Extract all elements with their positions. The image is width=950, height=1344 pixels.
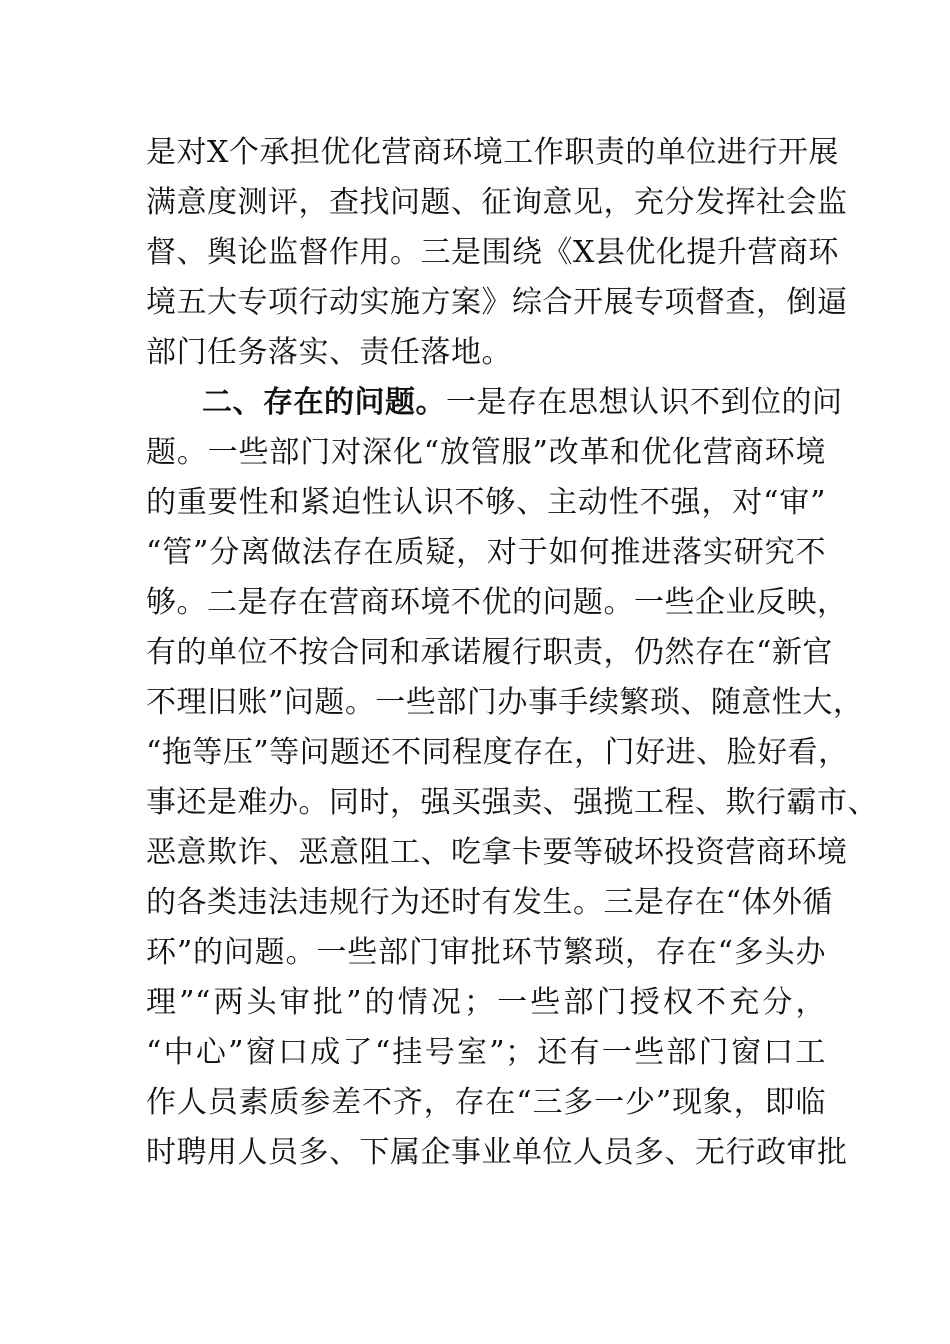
text-line: 题。一些部门对深化“放管服”改革和优化营商环境 (146, 435, 826, 470)
text-line: 够。二是存在营商环境不优的问题。一些企业反映， (146, 585, 848, 620)
section-heading-line (146, 378, 843, 428)
document-body (146, 128, 878, 1178)
text-line: 恶意欺诈、恶意阻工、吃拿卡要等破坏投资营商环境 (146, 835, 848, 870)
section-heading-rest: 一是存在思想认识不到位的问 (446, 385, 843, 420)
text-line: 部门任务落实、责任落地。 (146, 335, 512, 370)
text-line: 有的单位不按合同和承诺履行职责，仍然存在“新官 (146, 635, 833, 670)
text-line: “拖等压”等问题还不同程度存在，门好进、脸好看， (146, 735, 849, 770)
text-line: 时聘用人员多、下属企事业单位人员多、无行政审批 (146, 1135, 848, 1170)
text-line: 境五大专项行动实施方案》综合开展专项督查，倒逼 (146, 285, 848, 320)
section-heading: 二、存在的问题。 (202, 385, 446, 420)
text-line: 环”的问题。一些部门审批环节繁琐，存在“多头办 (146, 935, 826, 970)
text-line: 的各类违法违规行为还时有发生。三是存在“体外循 (146, 885, 833, 920)
text-line: 不理旧账”问题。一些部门办事手续繁琐、随意性大， (146, 685, 864, 720)
text-line: “中心”窗口成了“挂号室”；还有一些部门窗口工 (146, 1035, 826, 1070)
text-line: 满意度测评，查找问题、征询意见，充分发挥社会监 (146, 185, 848, 220)
text-line: 理”“两头审批”的情况；一些部门授权不充分， (146, 985, 826, 1020)
text-line: 督、舆论监督作用。三是围绕《X县优化提升营商环 (146, 235, 839, 270)
text-line: “管”分离做法存在质疑，对于如何推进落实研究不 (146, 535, 826, 570)
text-line: 事还是难办。同时，强买强卖、强揽工程、欺行霸市、 (146, 785, 878, 820)
text-line: 作人员素质参差不齐，存在“三多一少”现象，即临 (146, 1085, 826, 1120)
text-line: 的重要性和紧迫性认识不够、主动性不强，对“审” (146, 485, 826, 520)
text-line: 是对X个承担优化营商环境工作职责的单位进行开展 (146, 135, 839, 170)
